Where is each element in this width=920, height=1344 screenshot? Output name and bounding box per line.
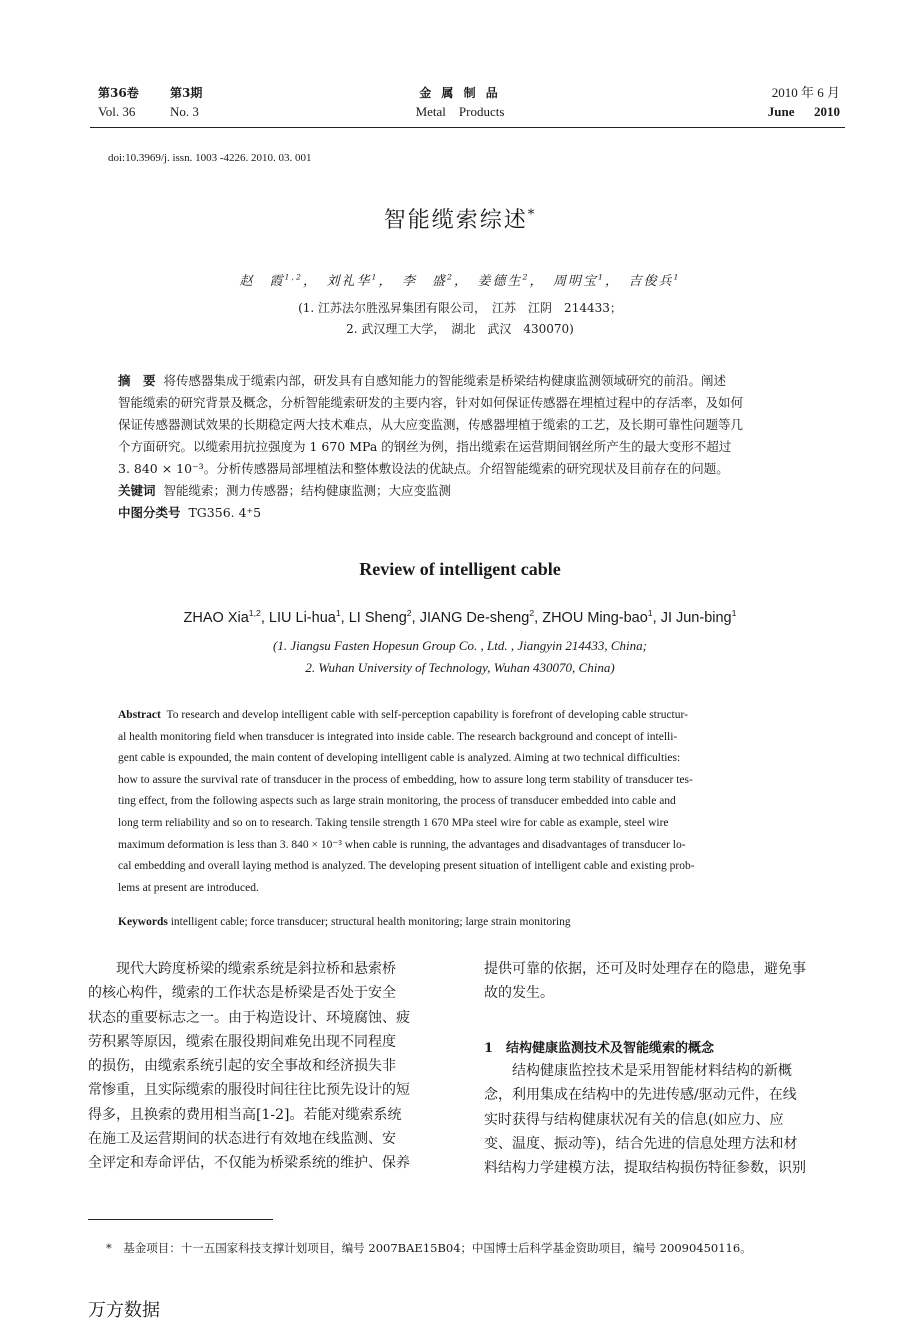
body-line: 念，利用集成在结构中的先进传感/驱动元件，在线	[484, 1087, 797, 1104]
page-title-en: Review of intelligent cable	[359, 559, 561, 579]
author-en-name: JI Jun-bing	[660, 610, 732, 626]
affiliation-en-1: (1. Jiangsu Fasten Hopesun Group Co. , Ltd. , Jiangyin 214433, China;	[273, 638, 647, 653]
abstract-cn-line: 将传感器集成于缆索内部，研发具有自感知能力的智能缆索是桥梁结构健康监测领域研究的前沿。阐述	[163, 373, 726, 388]
footnote-rule	[88, 1219, 273, 1220]
abstract-en-line: how to assure the survival rate of transducer in the process of embedding, how to assure long term stability of transducer tes-	[118, 773, 693, 786]
body-line: 常惨重，且实际缆索的服役时间往往比预先设计的短	[88, 1082, 410, 1099]
abstract-cn-line: 智能缆索的研究背景及概念，分析智能缆索研发的主要内容，针对如何保证传感器在埋植过程中的存活率，及如何	[118, 395, 744, 410]
body-line: 的损伤，由缆索系统引起的安全事故和经济损失非	[88, 1058, 396, 1075]
body-line: 实时获得与结构健康状况有关的信息(如应力、应	[484, 1111, 784, 1128]
body-column-right	[484, 957, 846, 1006]
abstract-en-label: Abstract	[118, 709, 161, 721]
author-en-affiliation-mark: 2	[529, 608, 535, 619]
keywords-cn: 智能缆索；测力传感器；结构健康监测；大应变监测	[163, 483, 451, 498]
author-en-name: ZHAO Xia	[183, 610, 249, 626]
keywords-cn-label: 关键词	[118, 483, 156, 498]
abstract-cn-label: 摘 要	[118, 373, 156, 388]
abstract-en-line: To research and develop intelligent cable with self-perception capability is forefront of developing cable structur-	[166, 709, 688, 721]
issue-date-en: June 2010	[767, 104, 840, 119]
volume-label-cn: 第36卷	[98, 86, 139, 100]
title-footnote-mark: *	[527, 207, 537, 223]
author-en-name: JIANG De-sheng	[419, 610, 530, 626]
author-cn-affiliation-mark: 1	[673, 272, 681, 282]
keywords-en: intelligent cable; force transducer; structural health monitoring; large strain monitoring	[170, 916, 571, 928]
author-cn-name: 周明宝	[552, 274, 598, 289]
author-cn-name: 刘礼华	[326, 274, 372, 289]
journal-name-cn: 金 属 制 品	[419, 86, 501, 100]
abstract-cn-line: 3. 840 × 10⁻³。分析传感器局部埋植法和整体敷设法的优缺点。介绍智能缆索的研究现状及目前存在的问题。	[118, 461, 729, 476]
affiliations-cn	[0, 298, 920, 340]
author-en-name: LI Sheng	[348, 610, 407, 626]
author-en-affiliation-mark: 1	[335, 608, 341, 619]
abstract-en-line: ting effect, from the following aspects such as large strain monitoring, the process of transducer embedded into cable and	[118, 795, 676, 808]
abstract-en-line: lems at present are introduced.	[118, 881, 259, 894]
body-line: 故的发生。	[484, 985, 554, 1002]
body-column-right-sec1	[484, 1059, 846, 1180]
author-cn-name: 吉俊兵	[628, 274, 674, 289]
footnote-funding: * 基金项目：十一五国家科技支撑计划项目，编号 2007BAE15B04；中国博士后科学基金资助项目，编号 20090450116。	[106, 1241, 752, 1255]
author-cn-affiliation-mark: 1	[371, 272, 379, 282]
keywords-en-row	[118, 912, 820, 934]
author-cn-affiliation-mark: 2	[446, 272, 454, 282]
watermark-text: 万方数据	[88, 1300, 160, 1321]
abstract-en-line: cal embedding and overall laying method is analyzed. The developing present situation of intelligent cable and existing prob-	[118, 860, 695, 873]
body-line: 得多，且换索的费用相当高[1-2]。若能对缆索系统	[88, 1106, 402, 1123]
keywords-en-label: Keywords	[118, 916, 168, 928]
header-rule	[90, 127, 845, 128]
affiliation-cn-2: 2. 武汉理工大学， 湖北 武汉 430070)	[346, 322, 574, 336]
issue-label-cn: 第3期	[170, 86, 203, 100]
author-cn-name: 李 盛	[401, 274, 447, 289]
body-line: 变、温度、振动等)，结合先进的信息处理方法和材	[484, 1135, 798, 1152]
body-line: 在施工及运营期间的状态进行有效地在线监测、安	[88, 1131, 396, 1148]
author-cn-name: 赵 霞	[239, 274, 285, 289]
authors-en: ZHAO Xia$^{1,2}$, LIU Li-hua$^1$, LI Sheng$^2$, JIANG De-sheng$^2$, ZHOU Ming-bao$^1$, JI Jun-bing$^1$	[183, 608, 737, 626]
body-line: 料结构力学建模方法，提取结构损伤特征参数，识别	[484, 1160, 806, 1177]
author-cn-affiliation-mark: 1,2	[284, 272, 303, 282]
author-en-affiliation-mark: 1	[647, 608, 653, 619]
body-line: 状态的重要标志之一。由于构造设计、环境腐蚀、疲	[88, 1009, 410, 1026]
abstract-en-line: maximum deformation is less than 3. 840 × 10⁻³ when cable is running, the advantages and disadvantages of transducer lo-	[118, 838, 686, 851]
author-cn-name: 姜德生	[477, 274, 523, 289]
abstract-en-line: gent cable is expounded, the main content of developing intelligent cable is analyzed. Aiming at two technical difficulties:	[118, 752, 681, 765]
abstract-cn-line: 个方面研究。以缆索用抗拉强度为 1 670 MPa 的钢丝为例，指出缆索在运营期间钢丝所产生的最大变形不超过	[118, 439, 732, 454]
clc-label: 中图分类号	[118, 505, 181, 520]
body-column-left	[88, 957, 450, 1176]
abstract-cn-line: 保证传感器测试效果的长期稳定两大技术难点，从大应变监测，传感器埋植于缆索的工艺，及长期可靠性问题等几	[118, 417, 744, 432]
body-line: 全评定和寿命评估，不仅能为桥梁系统的维护、保养	[88, 1155, 410, 1172]
author-en-name: ZHOU Ming-bao	[542, 610, 648, 626]
affiliations-en	[0, 635, 920, 679]
author-en-affiliation-mark: 2	[406, 608, 412, 619]
abstract-en	[118, 705, 820, 899]
volume-label-en: Vol. 36	[98, 104, 136, 119]
author-cn-affiliation-mark: 2	[522, 272, 530, 282]
doi: doi:10.3969/j. issn. 1003 -4226. 2010. 03. 001	[108, 152, 312, 164]
section-1-heading: 1 结构健康监测技术及智能缆索的概念	[484, 1041, 715, 1056]
body-line: 的核心构件，缆索的工作状态是桥梁是否处于安全	[88, 985, 396, 1002]
abstract-en-line: long term reliability and so on to research. Taking tensile strength 1 670 MPa steel wire for cable as example, steel wire	[118, 816, 669, 829]
abstract-en-line: al health monitoring field when transducer is integrated into inside cable. The research background and concept of intelli-	[118, 730, 678, 743]
author-en-affiliation-mark: 1,2	[248, 608, 261, 619]
body-line: 结构健康监控技术是采用智能材料结构的新概	[512, 1063, 792, 1079]
abstract-cn	[118, 370, 818, 524]
issue-label-en: No. 3	[170, 104, 199, 119]
body-line: 提供可靠的依据，还可及时处理存在的隐患，避免事	[484, 961, 806, 977]
body-line: 现代大跨度桥梁的缆索系统是斜拉桥和悬索桥	[116, 961, 396, 977]
affiliation-en-2: 2. Wuhan University of Technology, Wuhan 430070, China)	[305, 660, 615, 675]
journal-name-en: Metal Products	[415, 104, 505, 119]
page-title-cn	[0, 203, 920, 234]
clc-code: TG356. 4⁺5	[188, 505, 262, 520]
body-line: 劳积累等原因，缆索在服役期间难免出现不同程度	[88, 1033, 396, 1050]
author-en-affiliation-mark: 1	[731, 608, 737, 619]
affiliation-cn-1: (1. 江苏法尔胜泓昇集团有限公司， 江苏 江阴 214433；	[298, 301, 622, 315]
author-en-name: LIU Li-hua	[268, 610, 336, 626]
authors-cn: 赵 霞$^{1,2}$， 刘礼华$^1$， 李 盛$^2$， 姜德生$^2$， 周明宝$^1$， 吉俊兵$^1$	[239, 272, 681, 289]
author-cn-affiliation-mark: 1	[597, 272, 605, 282]
issue-date-cn: 2010 年 6 月	[771, 85, 840, 100]
title-text-cn: 智能缆索综述	[383, 208, 528, 233]
